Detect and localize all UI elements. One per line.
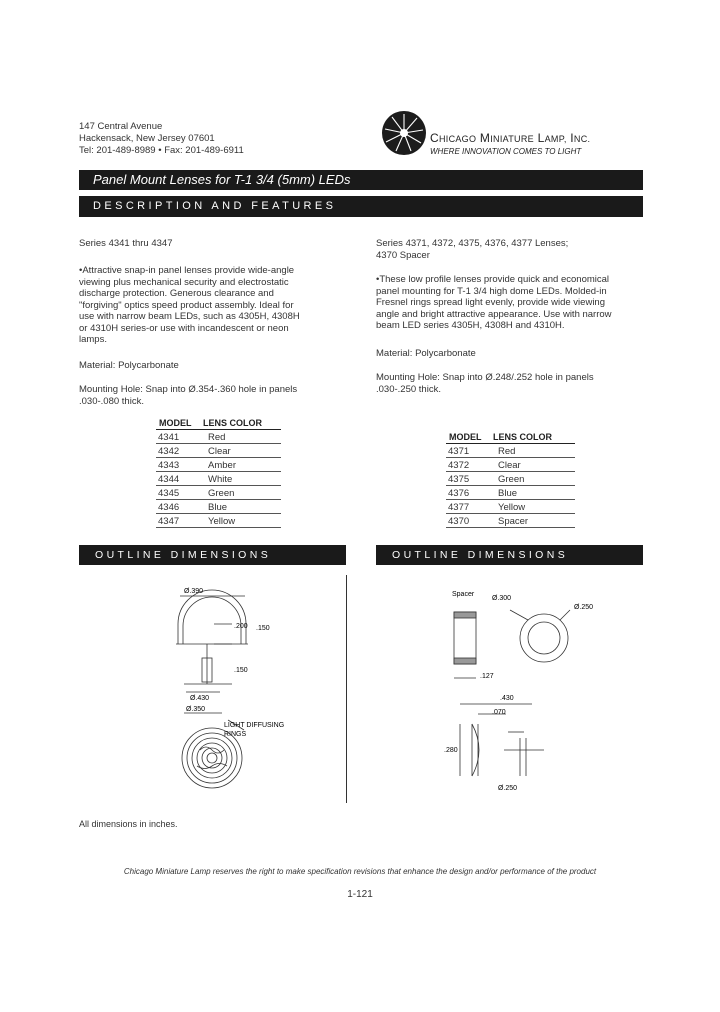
table-row xyxy=(446,444,575,458)
dim-label: Ø.430 xyxy=(190,695,210,702)
left-model-table xyxy=(156,417,281,528)
page-title: Panel Mount Lenses for T-1 3/4 (5mm) LEDs xyxy=(79,170,643,190)
table-row xyxy=(156,486,281,500)
model-cell: 4370 xyxy=(446,514,490,528)
left-description: •Attractive snap-in panel lenses provide wide-angle viewing plus mechanical security and electrostatic discharge protection. Generous clearance and "forgiving" optics speed product assembly. Ideal for use with narrow beam LEDs, such as 4305H, 4308H or 4310H series-or use with incandescent or neon lamps. xyxy=(79,265,300,345)
model-cell: 4375 xyxy=(446,472,490,486)
model-cell: 4345 xyxy=(156,486,200,500)
company-tagline: WHERE INNOVATION COMES TO LIGHT xyxy=(430,147,582,156)
table-row xyxy=(446,514,575,528)
color-cell: Yellow xyxy=(490,500,575,514)
column-header-lens-color: LENS COLOR xyxy=(200,417,281,430)
model-cell: 4342 xyxy=(156,444,200,458)
table-row xyxy=(446,458,575,472)
address-line-3: Tel: 201-489-8989 • Fax: 201-489-6911 xyxy=(79,145,244,156)
section-heading-outline-left: OUTLINE DIMENSIONS xyxy=(79,545,346,565)
brand-initial: C xyxy=(430,131,439,145)
table-row xyxy=(446,472,575,486)
column-header-lens-color: LENS COLOR xyxy=(490,431,575,444)
color-cell: Spacer xyxy=(490,514,575,528)
table-row xyxy=(156,500,281,514)
dim-label: Ø.390 xyxy=(184,588,204,595)
dim-label: .280 xyxy=(444,747,458,754)
right-series-line-2: 4370 Spacer xyxy=(376,250,430,261)
color-cell: Amber xyxy=(200,458,281,472)
left-material: Material: Polycarbonate xyxy=(79,360,179,371)
address-line-2: Hackensack, New Jersey 07601 xyxy=(79,133,215,144)
right-mounting: Mounting Hole: Snap into Ø.248/.252 hole in panels .030-.250 thick. xyxy=(376,372,594,395)
company-name xyxy=(430,131,590,145)
table-row xyxy=(156,430,281,444)
address-line-1: 147 Central Avenue xyxy=(79,121,163,132)
rings-label: RINGS xyxy=(224,731,247,738)
spacer-label: Spacer xyxy=(452,591,475,598)
color-cell: Red xyxy=(200,430,281,444)
left-mounting: Mounting Hole: Snap into Ø.354-.360 hole in panels .030-.080 thick. xyxy=(79,384,298,407)
model-cell: 4343 xyxy=(156,458,200,472)
right-outline-drawing xyxy=(420,580,620,800)
column-divider xyxy=(346,575,347,803)
color-cell: Clear xyxy=(200,444,281,458)
color-cell: Clear xyxy=(490,458,575,472)
brand-initial: M xyxy=(479,131,491,145)
table-row xyxy=(156,472,281,486)
dim-label: .430 xyxy=(500,695,514,702)
right-material: Material: Polycarbonate xyxy=(376,348,476,359)
right-description: •These low profile lenses provide quick and economical panel mounting for T-1 3/4 high dome LEDs. Molded-in Fresnel rings spread light evenly, provide wide viewing angle and bright attractive appearance. Use with narrow beam LED series 4305H, 4308H and 4310H. xyxy=(376,274,612,331)
section-heading-outline-right: OUTLINE DIMENSIONS xyxy=(376,545,643,565)
model-cell: 4371 xyxy=(446,444,490,458)
table-header-row xyxy=(446,431,575,444)
table-header-row xyxy=(156,417,281,430)
dim-label: Ø.300 xyxy=(492,595,512,602)
model-cell: 4377 xyxy=(446,500,490,514)
table-row xyxy=(446,486,575,500)
dim-label: Ø.350 xyxy=(186,706,206,713)
brand-initial: L xyxy=(537,131,545,145)
table-row xyxy=(156,458,281,472)
model-cell: 4372 xyxy=(446,458,490,472)
dim-label: .127 xyxy=(480,673,494,680)
color-cell: Green xyxy=(490,472,575,486)
right-series-line-1: Series 4371, 4372, 4375, 4376, 4377 Lenses; xyxy=(376,238,569,249)
dim-label: .150 xyxy=(234,667,248,674)
color-cell: Green xyxy=(200,486,281,500)
dim-label: .150 xyxy=(256,625,270,632)
dim-label: .070 xyxy=(492,709,506,716)
table-row xyxy=(446,500,575,514)
disclaimer: Chicago Miniature Lamp reserves the right to make specification revisions that enhance the design and/or performance of the product xyxy=(123,867,597,876)
brand-text: INIATURE xyxy=(490,134,534,144)
right-model-table xyxy=(446,431,575,528)
table-row xyxy=(156,444,281,458)
left-outline-drawing xyxy=(150,580,290,800)
model-cell: 4376 xyxy=(446,486,490,500)
color-cell: Blue xyxy=(200,500,281,514)
color-cell: White xyxy=(200,472,281,486)
model-cell: 4344 xyxy=(156,472,200,486)
dim-label: .200 xyxy=(234,623,248,630)
dim-label: Ø.250 xyxy=(498,785,518,792)
brand-text: HICAGO xyxy=(438,134,477,144)
color-cell: Yellow xyxy=(200,514,281,528)
brand-text: NC. xyxy=(573,134,591,144)
model-cell: 4346 xyxy=(156,500,200,514)
model-cell: 4341 xyxy=(156,430,200,444)
dim-label: Ø.250 xyxy=(574,604,594,611)
dimensions-note: All dimensions in inches. xyxy=(79,819,178,829)
table-row xyxy=(156,514,281,528)
color-cell: Red xyxy=(490,444,575,458)
section-heading-description: DESCRIPTION AND FEATURES xyxy=(79,196,643,217)
page-number: 1-121 xyxy=(347,889,373,900)
brand-initial: I xyxy=(570,131,574,145)
rings-label: LIGHT DIFFUSING xyxy=(224,722,285,729)
brand-text: AMP, xyxy=(544,134,567,144)
column-header-model: MODEL xyxy=(446,431,490,444)
model-cell: 4347 xyxy=(156,514,200,528)
company-logo-icon xyxy=(381,110,427,156)
left-series: Series 4341 thru 4347 xyxy=(79,238,173,249)
company-address xyxy=(79,121,244,157)
column-header-model: MODEL xyxy=(156,417,200,430)
color-cell: Blue xyxy=(490,486,575,500)
